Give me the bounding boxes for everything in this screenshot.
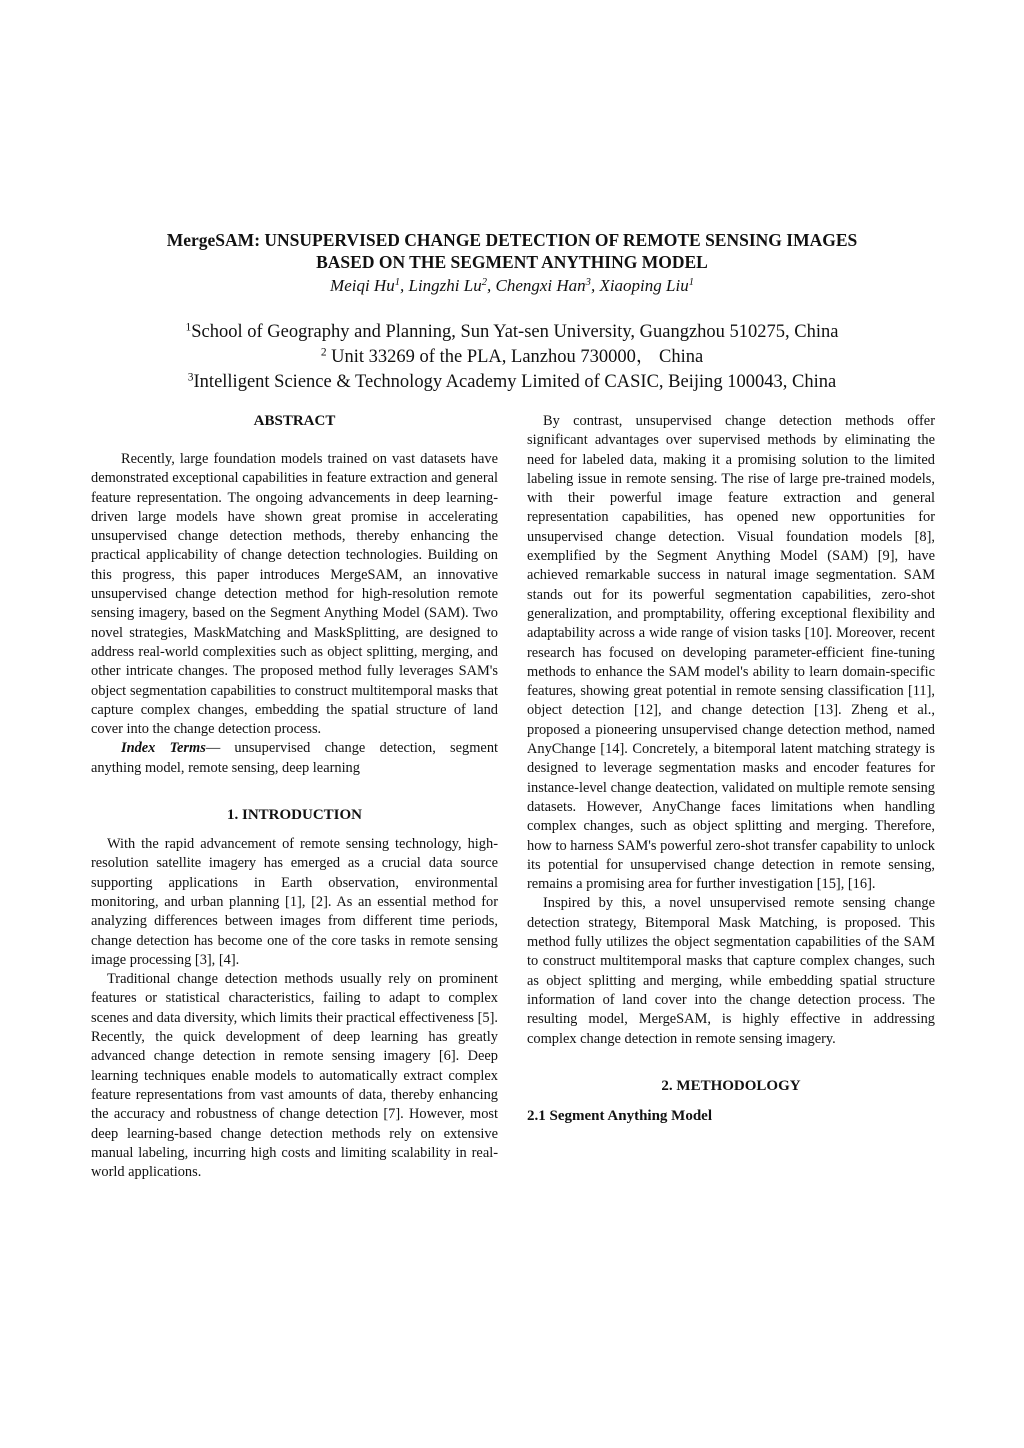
author-name: Meiqi Hu — [330, 276, 395, 295]
paper-title — [0, 229, 1024, 273]
methodology-heading: 2. METHODOLOGY — [661, 1077, 801, 1094]
left-column — [91, 412, 498, 1182]
index-terms-label: Index Terms — [121, 740, 206, 757]
affiliation-text: School of Geography and Planning, Sun Yat-sen University, Guangzhou 510275, China — [191, 322, 839, 342]
affiliation-mark: 3 — [187, 371, 194, 384]
author-affil-mark: 1 — [688, 277, 694, 289]
intro-paragraph: Inspired by this, a novel unsupervised remote sensing change detection strategy, Bitemporal Mask Matching, is proposed. This method fully utilizes the object segmentation capabilities of the SAM to construct multitemporal masks that capture complex changes, such as object splitting and merging, while embedding spatial structure information of land cover into the change detection process. The resulting model, MergeSAM, is highly effective in addressing complex change detection in remote sensing imagery. — [527, 895, 935, 1047]
author-name: Xiaoping Liu — [599, 276, 689, 295]
author-separator: , — [399, 276, 409, 295]
author-separator: , — [486, 276, 496, 295]
affiliation-mark: 2 — [320, 346, 327, 359]
author-name: Lingzhi Lu — [408, 276, 482, 295]
affiliation — [0, 345, 1024, 370]
intro-paragraph: With the rapid advancement of remote sensing technology, high-resolution satellite imagery has emerged as a crucial data source supporting applications in Earth observation, environmental monitoring, and urban planning [1], [2]. As an essential method for analyzing differences between images from different time periods, change detection has become one of the core tasks in remote sensing image processing [3], [4]. — [91, 836, 498, 968]
affiliation-text: Unit 33269 of the PLA, Lanzhou 730000， China — [326, 347, 704, 367]
introduction-heading: 1. INTRODUCTION — [226, 807, 362, 824]
index-terms — [91, 739, 498, 778]
abstract-paragraph: Recently, large foundation models trained on vast datasets have demonstrated exceptional capabilities in feature extraction and general feature representation. The ongoing advancements in deep learning-driven large models have shown great promise in accelerating unsupervised change detection methods, thereby enhancing the practical applicability of change detection technologies. Building on this progress, this paper introduces MergeSAM, an innovative unsupervised change detection method for high-resolution remote sensing imagery, based on the Segment Anything Model (SAM). Two novel strategies, MaskMatching and MaskSplitting, are designed to address real-world complexities such as object splitting, merging, and other intricate changes. The proposed method fully leverages SAM's object segmentation capabilities to construct multitemporal masks that capture complex changes, embedding the spatial structure of land cover into the change detection process. — [91, 451, 498, 738]
right-column — [527, 412, 935, 1126]
affiliation-list — [0, 320, 1024, 395]
author-affil-mark: 2 — [481, 277, 487, 289]
author-list — [0, 275, 1024, 297]
subsection-heading: 2.1 Segment Anything Model — [527, 1107, 713, 1124]
author-separator: , — [590, 276, 600, 295]
abstract-heading: ABSTRACT — [253, 413, 336, 429]
affiliation-text: Intelligent Science & Technology Academy Limited of CASIC, Beijing 100043, China — [193, 372, 837, 392]
intro-paragraph: By contrast, unsupervised change detection methods offer significant advantages over supervised methods by eliminating the need for labeled data, making it a promising solution to the limited labeling issue in remote sensing. The rise of large pre-trained models, with their powerful image feature extraction and general representation capabilities, has opened new opportunities for unsupervised change detection. Visual foundation models [8], exemplified by the Segment Anything Model (SAM) [9], have achieved remarkable success in natural image segmentation. SAM stands out for its powerful segmentation capabilities, zero-shot generalization, and promptability, offering exceptional flexibility and adaptability across a wide range of vision tasks [10]. Moreover, recent research has focused on developing parameter-efficient fine-tuning methods to enhance the SAM model's ability to learn domain-specific features, showing great potential in remote sensing classification [11], object detection [12], and change detection [13]. Zheng et al., proposed a pioneering unsupervised change detection method, named AnyChange [14]. Concretely, a bitemporal latent matching strategy is designed to leverage segmentation masks and encoder features for instance-level change deatection, validated on multiple remote sensing datasets. However, AnyChange faces limitations when handling complex changes, such as object splitting and merging. Therefore, how to harness SAM's powerful zero-shot transfer capability to unlock its potential for unsupervised change detection in remote sensing, remains a promising area for further investigation [15], [16]. — [527, 413, 935, 893]
intro-paragraph: Traditional change detection methods usually rely on prominent features or statistical characteristics, failing to adapt to complex scenes and data diversity, which limits their practical effectiveness [5]. Recently, the quick development of deep learning has greatly advanced change detection in remote sensing imagery [6]. Deep learning techniques enable models to automatically extract complex feature representations from vast amounts of data, thereby enhancing the accuracy and robustness of change detection [7]. However, most deep learning-based change detection methods rely on extensive manual labeling, incurring high costs and limiting scalability in real-world applications. — [91, 971, 498, 1181]
author-affil-mark: 1 — [394, 277, 400, 289]
index-terms-text: — unsupervised change detection, segment anything model, remote sensing, deep learning — [91, 740, 499, 776]
author-name: Chengxi Han — [495, 276, 586, 295]
author-affil-mark: 3 — [585, 277, 591, 289]
affiliation-mark: 1 — [185, 321, 192, 334]
affiliation — [0, 370, 1024, 395]
title-line-2: BASED ON THE SEGMENT ANYTHING MODEL — [316, 252, 708, 272]
title-line-1: MergeSAM: UNSUPERVISED CHANGE DETECTION OF REMOTE SENSING IMAGES — [166, 230, 858, 250]
affiliation — [0, 320, 1024, 345]
